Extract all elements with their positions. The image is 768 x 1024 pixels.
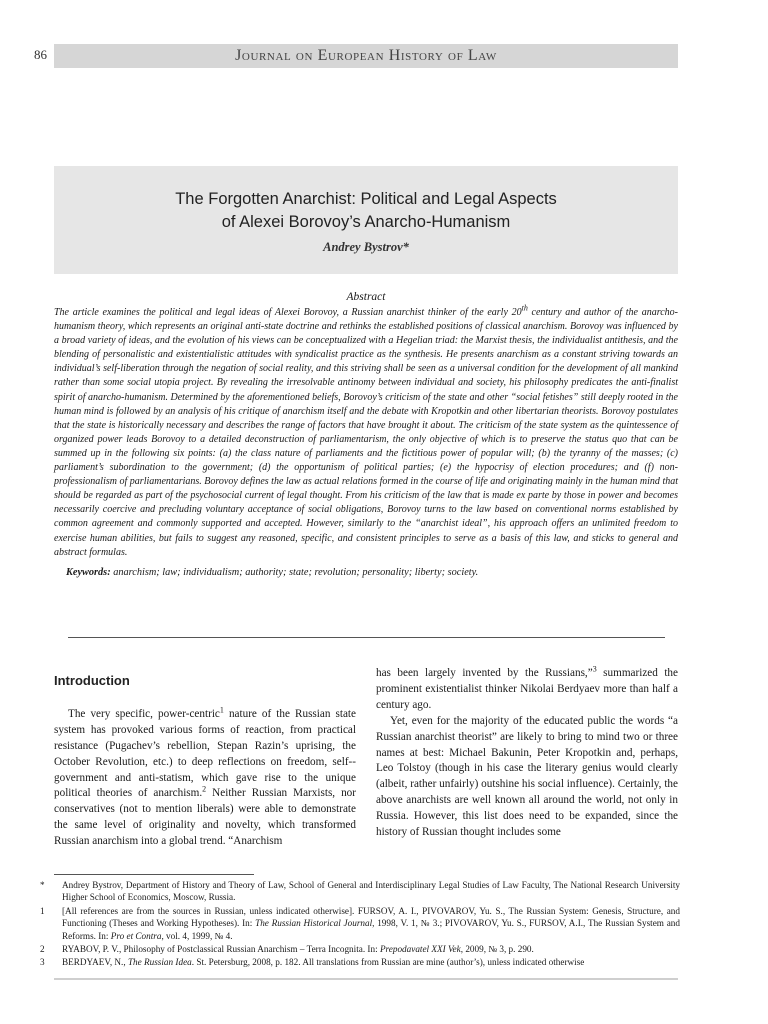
running-header	[54, 44, 678, 68]
footnote-item	[40, 943, 680, 955]
footnote-segment: . St. Petersburg, 2008, p. 182. All translations from Russian are mine (author’s), unless indicated otherwise	[191, 957, 585, 968]
body-text: summarized the prominent existentialist thinker Nikolai Berdyaev more than half a century ago.	[376, 667, 678, 711]
footnote-text: Andrey Bystrov, Department of History and Theory of Law, School of General and Interdisciplinary Legal Studies of Law Faculty, The National Research University Higher School of Economics, Moscow, Russia.	[62, 880, 680, 903]
introduction-heading: Introduction	[54, 673, 130, 688]
footnote-ref-1[interactable]: 1	[219, 705, 224, 715]
body-paragraph	[376, 666, 678, 714]
footnote-segment: RYABOV, P. V., Philosophy of Postclassical Russian Anarchism – Terra Incognita. In:	[62, 944, 380, 955]
page-number: 86	[34, 47, 47, 62]
article-title-line-1: The Forgotten Anarchist: Political and Legal Aspects	[175, 190, 557, 208]
footnote-source-title: Prepodavatel XXI Vek	[379, 944, 461, 955]
footnote-segment: , vol. 4, 1999, № 4.	[161, 930, 233, 941]
abstract-heading: Abstract	[346, 291, 386, 303]
article-title	[54, 188, 678, 234]
footnote-item	[40, 879, 680, 904]
footnote-segment: [All references are from the sources in Russian, unless indicated otherwise]. FURSOV, A. I., PIVOVAROV, Yu. S., The Russian System: Genesis, Structure, and Functioning (Theses and Working Hypotheses). In:	[62, 905, 680, 929]
footnote-text	[62, 905, 680, 942]
body-text: The very specific, power-centric	[68, 707, 220, 720]
footnote-text	[62, 956, 680, 968]
footnote-segment: BERDYAEV, N.,	[62, 957, 128, 968]
section-divider	[68, 637, 665, 638]
abstract-text-part-2: century and author of the anarcho-humanism theory, which represents an original anti-state doctrine and rethinks the established positions of classical anarchism. Borovoy was influenced by a broad variety of ideas, and the evolution of his views can be conceptualized with a Hegelian triad: the Marxist thesis, the individualist antithesis, and the blending of personalistic and existentialistic attitudes with syndicalist practice as the synthesis. He presents anarchism as a constant striving towards an individual’s self-liberation through the negation of social reality, and this striving shall be seen as a universal condition for the development of all mankind rather than some social utopia project. By revealing the irresolvable antinomy between individual and society, his philosophy predicates the anti-finalist spirit of anarcho-humanism. Determined by the aforementioned beliefs, Borovoy’s criticism of the state and other “social fetishes” still deeply rooted in the human mind is followed by an analysis of his critique of anarchism itself and the debate with Kropotkin and other libertarian theorists. Borovoy postulates that the state is historically necessary and describes the range of factors that have brought it about. The criticism of the state system as the quintessence of organized power leads Borovoy to a detailed deconstruction of parliamentarism, the only objective of which is to preserve the status quo that can be summed up in the following six points: (a) the class nature of parliaments and the fictitious power of popular will; (b) the tyranny of the masses; (c) parliament’s subordination to the government; (d) the opportunism of political parties; (e) the hypocrisy of election procedures; and (f) non-professionalism of parliamentarians. Borovoy defines the law as actual relations formed in the course of life and originating mainly in the human mind that should be regarded as part of the psychosocial current of legal thought. From his criticism of the law that is made ex parte by those in power and becomes necessarily coercive and precluding voluntary acceptance of social obligations, Borovoy turns to the law based on conventional norms established by common agreement and commonly supported and accepted. However, similarly to the “anarchist ideal”, his approach offers an unlimited freedom to exercise human abilities, but fails to suggest any reasoned, specific, and consistent principles to serve as a basis of this law, and sticks to general and abstract formulas.	[54, 307, 678, 558]
footnote-mark: *	[40, 880, 45, 890]
footnote-divider	[54, 874, 254, 875]
footnote-source-title: Pro et Contra	[110, 930, 162, 941]
keywords-label: Keywords:	[66, 566, 111, 578]
footnote-item	[40, 956, 680, 968]
author-name: Andrey Bystrov*	[323, 240, 409, 254]
footnote-segment: , 1998, V. 1, № 3.; PIVOVAROV, Yu. S., FURSOV, A.I., The Russian System and Reforms. In:	[62, 918, 680, 941]
footnote-mark: 1	[40, 905, 45, 916]
body-text: nature of the Russian state system has provoked various forms of reaction, from practical resistance (Pugachev’s rebellion, Stepan Razin’s uprising, the October Revolution, etc.) to deep reflections on freedom, self--government and anti-statism, which gave rise to the unique political theories of anarchism.	[54, 707, 356, 800]
title-box	[54, 166, 678, 274]
body-paragraph	[54, 707, 356, 850]
footnote-item	[40, 905, 680, 942]
abstract-superscript: th	[521, 303, 528, 313]
body-text: has been largely invented by the Russians,”	[376, 667, 593, 679]
footnote-segment: , 2009, № 3, p. 290.	[460, 944, 534, 955]
abstract-text	[54, 303, 678, 560]
footnote-mark: 2	[40, 944, 45, 955]
footnote-ref-3[interactable]: 3	[592, 664, 597, 674]
keywords-text: anarchism; law; individualism; authority; state; revolution; personality; liberty; society.	[110, 566, 479, 578]
journal-title: Journal on European History of Law	[235, 47, 497, 64]
left-column	[54, 666, 356, 850]
footnote-source-title: The Russian Historical Journal	[255, 918, 373, 929]
keywords	[54, 566, 678, 580]
footnote-text	[62, 943, 680, 955]
right-column	[376, 666, 678, 841]
article-title-line-2: of Alexei Borovoy’s Anarcho-Humanism	[221, 213, 511, 231]
footnotes	[40, 879, 680, 970]
abstract-section	[54, 291, 678, 580]
footnote-mark: 3	[40, 957, 45, 968]
body-paragraph: Yet, even for the majority of the educated public the words “a Russian anarchist theorist” are likely to bring to mind two or three names at best: Michael Bakunin, Peter Kropotkin and, perhaps, Leo Tolstoy (though in his case the literary genius would clearly (albeit, rather unfairly) outshine his social influence). Certainly, the above anarchists are well known all around the world, not only in Russia. However, this list does need to be expanded, since the history of Russian thought includes some	[376, 714, 678, 839]
abstract-text-part-1: The article examines the political and legal ideas of Alexei Borovoy, a Russian anarchist thinker of the early 20	[54, 307, 522, 318]
bottom-rule	[54, 978, 678, 980]
footnote-ref-2[interactable]: 2	[202, 784, 207, 794]
body-text: Neither Russian Marxists, nor conservatives (not to mention liberals) were able to demonstrate the same level of originality and novelty, which transformed Russian anarchism into a global trend. “Anarchism	[54, 787, 357, 848]
footnote-source-title: The Russian Idea	[127, 957, 192, 968]
